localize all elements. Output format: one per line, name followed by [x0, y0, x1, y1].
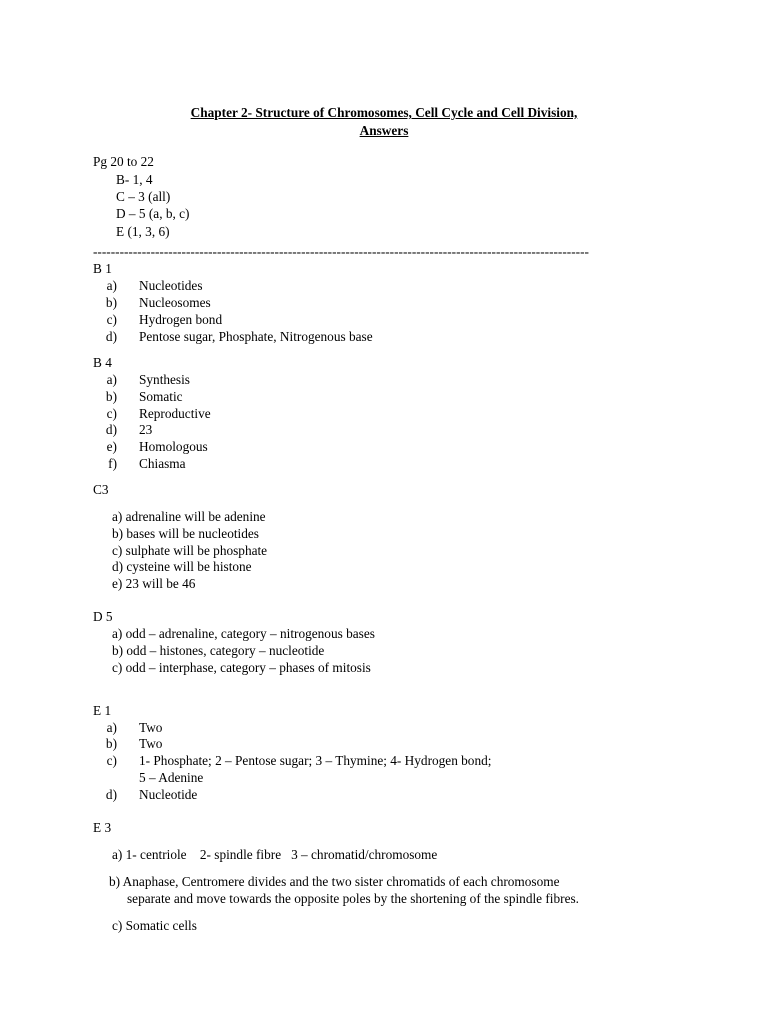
- answer-line: a) odd – adrenaline, category – nitrogenous bases: [112, 626, 375, 641]
- answer-line: c) sulphate will be phosphate: [112, 543, 268, 558]
- list-text: 23: [139, 422, 153, 437]
- list-text: Nucleotides: [139, 278, 203, 293]
- section-heading-b1: B 1: [93, 261, 112, 276]
- list-marker: c): [106, 753, 117, 768]
- list-text: Chiasma: [139, 456, 186, 471]
- list-text: Nucleosomes: [139, 295, 211, 310]
- list-marker: b): [105, 295, 117, 310]
- section-heading-b4: B 4: [93, 355, 112, 370]
- separator-line: ----------------------------------------------------------------------------------------------------------------: [93, 244, 589, 259]
- answer-line: c) Somatic cells: [112, 918, 197, 933]
- list-text: 1- Phosphate; 2 – Pentose sugar; 3 – Thymine; 4- Hydrogen bond;: [139, 753, 492, 768]
- list-marker: b): [105, 389, 117, 404]
- list-marker: a): [106, 720, 117, 735]
- list-text: Homologous: [139, 439, 208, 454]
- page-range: Pg 20 to 22: [93, 154, 154, 169]
- section-heading-d5: D 5: [93, 609, 113, 624]
- answer-line: a) adrenaline will be adenine: [112, 509, 266, 524]
- list-text: Two: [139, 736, 163, 751]
- answer-line: e) 23 will be 46: [112, 576, 196, 591]
- list-text: Somatic: [139, 389, 183, 404]
- list-marker: d): [105, 787, 117, 802]
- answer-line: a) 1- centriole 2- spindle fibre 3 – chromatid/chromosome: [112, 847, 438, 862]
- summary-line: D – 5 (a, b, c): [116, 206, 190, 221]
- list-marker: d): [105, 422, 117, 437]
- answer-line: b) bases will be nucleotides: [112, 526, 259, 541]
- list-marker: d): [105, 329, 117, 344]
- answers-subtitle: Answers: [359, 123, 409, 138]
- list-text-continuation: 5 – Adenine: [139, 770, 204, 785]
- chapter-title: Chapter 2- Structure of Chromosomes, Cell Cycle and Cell Division,: [190, 105, 578, 120]
- section-heading-e3: E 3: [93, 820, 112, 835]
- list-text: Nucleotide: [139, 787, 198, 802]
- list-text: Synthesis: [139, 372, 190, 387]
- answer-line-continuation: separate and move towards the opposite poles by the shortening of the spindle fibres.: [127, 891, 579, 906]
- summary-line: C – 3 (all): [116, 189, 171, 204]
- section-heading-c3: C3: [93, 482, 109, 497]
- summary-line: E (1, 3, 6): [116, 224, 170, 239]
- list-marker: c): [106, 312, 117, 327]
- list-marker: c): [106, 406, 117, 421]
- answer-line: d) cysteine will be histone: [112, 559, 252, 574]
- summary-line: B- 1, 4: [116, 172, 153, 187]
- list-text: Two: [139, 720, 163, 735]
- answer-line: b) odd – histones, category – nucleotide: [112, 643, 325, 658]
- answer-line: b) Anaphase, Centromere divides and the two sister chromatids of each chromosome: [109, 874, 560, 889]
- list-marker: a): [106, 278, 117, 293]
- list-text: Reproductive: [139, 406, 211, 421]
- answer-line: c) odd – interphase, category – phases of mitosis: [112, 660, 371, 675]
- list-marker: a): [106, 372, 117, 387]
- list-marker: f): [108, 456, 117, 471]
- section-heading-e1: E 1: [93, 703, 112, 718]
- list-marker: e): [106, 439, 117, 454]
- list-text: Hydrogen bond: [139, 312, 223, 327]
- list-marker: b): [105, 736, 117, 751]
- list-text: Pentose sugar, Phosphate, Nitrogenous base: [139, 329, 373, 344]
